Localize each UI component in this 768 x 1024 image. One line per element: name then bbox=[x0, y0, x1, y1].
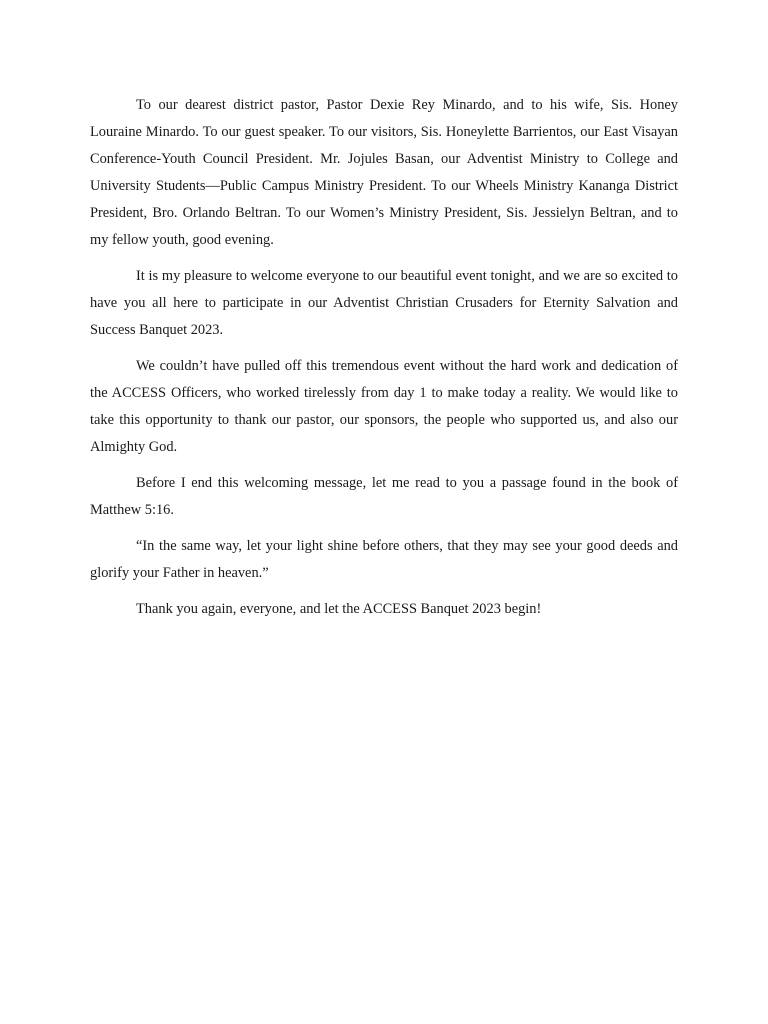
paragraph-scripture-quote: “In the same way, let your light shine before others, that they may see your good deeds and glorify your Father in heaven.” bbox=[90, 538, 678, 581]
paragraph-closing: Thank you again, everyone, and let the ACCESS Banquet 2023 begin! bbox=[136, 601, 542, 617]
paragraph-passage-intro: Before I end this welcoming message, let me read to you a passage found in the book of Matthew 5:16. bbox=[90, 475, 678, 518]
paragraph-greeting: To our dearest district pastor, Pastor Dexie Rey Minardo, and to his wife, Sis. Honey Louraine Minardo. To our guest speaker. To our visitors, Sis. Honeylette Barrientos, our East Visayan Conference-Youth Council President. Mr. Jojules Basan, our Adventist Ministry to College and University Students—Public Campus Ministry President. To our Wheels Ministry Kananga District President, Bro. Orlando Beltran. To our Women’s Ministry President, Sis. Jessielyn Beltran, and to my fellow youth, good evening. bbox=[90, 97, 678, 248]
document-body bbox=[90, 92, 678, 623]
paragraph-thanks: We couldn’t have pulled off this tremendous event without the hard work and dedication of the ACCESS Officers, who worked tirelessly from day 1 to make today a reality. We would like to take this opportunity to thank our pastor, our sponsors, the people who supported us, and also our Almighty God. bbox=[90, 358, 678, 455]
paragraph-welcome: It is my pleasure to welcome everyone to our beautiful event tonight, and we are so excited to have you all here to participate in our Adventist Christian Crusaders for Eternity Salvation and Success Banquet 2023. bbox=[90, 268, 678, 338]
